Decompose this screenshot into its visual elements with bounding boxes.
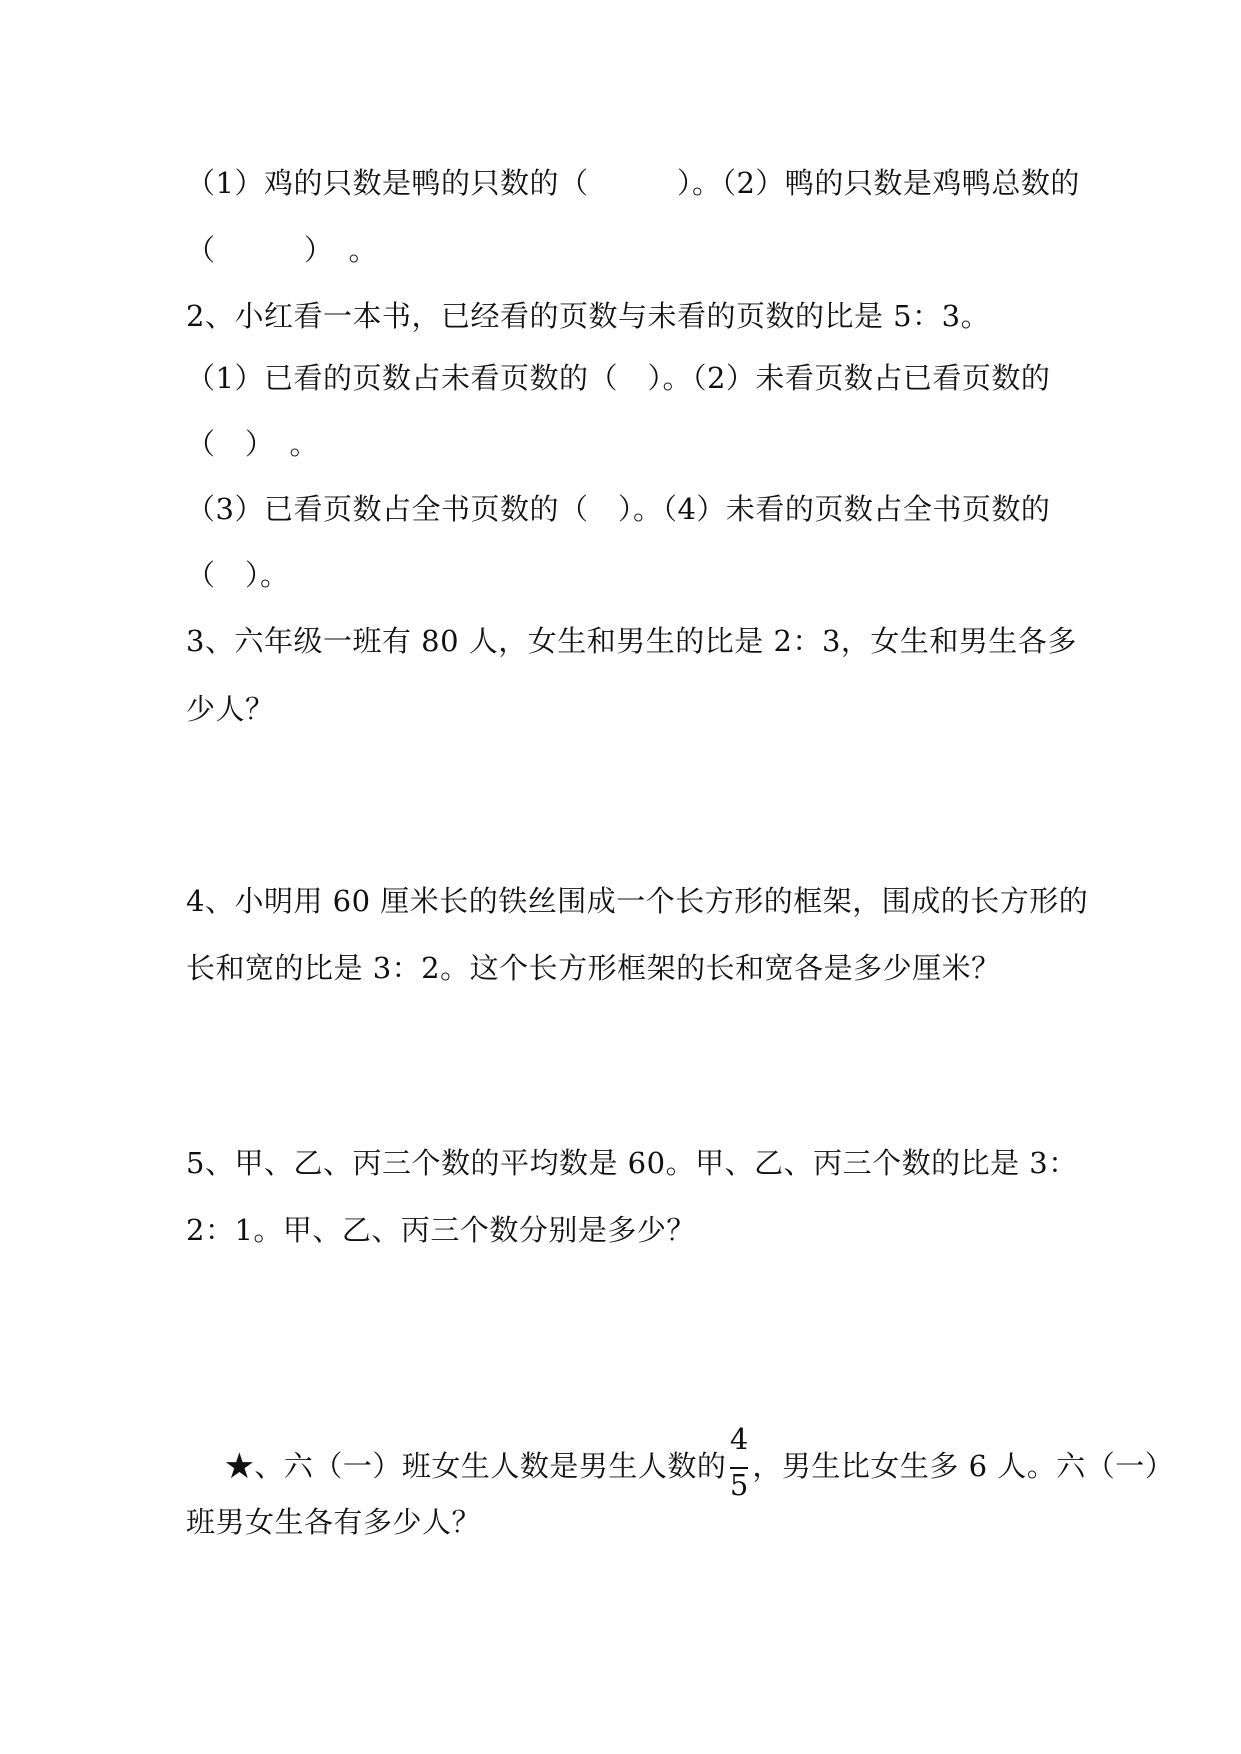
q4-line-1: 4、小明用 60 厘米长的铁丝围成一个长方形的框架，围成的长方形的 bbox=[186, 884, 1089, 918]
star-question-text-before: ★、六（一）班女生人数是男生人数的 bbox=[224, 1449, 727, 1483]
q2-part3-line-2: （ ）。 bbox=[186, 558, 290, 592]
fraction-numerator: 4 bbox=[729, 1422, 749, 1456]
q1-line-1: （1）鸡的只数是鸭的只数的（ ）。（2）鸭的只数是鸡鸭总数的 bbox=[186, 166, 1080, 200]
q3-line-2: 少人？ bbox=[186, 692, 275, 726]
q2-stem: 2、小红看一本书，已经看的页数与未看的页数的比是 5：3。 bbox=[186, 299, 991, 333]
q2-part3-line-1: （3）已看页数占全书页数的（ ）。（4）未看的页数占全书页数的 bbox=[186, 492, 1051, 526]
q5-line-2: 2：1。甲、乙、丙三个数分别是多少？ bbox=[186, 1213, 696, 1247]
q5-line-1: 5、甲、乙、丙三个数的平均数是 60。甲、乙、丙三个数的比是 3： bbox=[186, 1146, 1078, 1180]
q2-part1-line-1: （1）已看的页数占未看页数的（ ）。（2）未看页数占已看页数的 bbox=[186, 361, 1051, 395]
q4-line-2: 长和宽的比是 3：2。这个长方形框架的长和宽各是多少厘米？ bbox=[186, 951, 1001, 985]
q3-line-1: 3、六年级一班有 80 人，女生和男生的比是 2：3，女生和男生各多 bbox=[186, 624, 1077, 658]
q1-line-2: （ ） 。 bbox=[186, 233, 379, 267]
fraction-denominator: 5 bbox=[729, 1468, 749, 1502]
q2-part1-line-2: （ ） 。 bbox=[186, 427, 320, 461]
star-question-line-2: 班男女生各有多少人？ bbox=[186, 1505, 482, 1539]
star-question-text-after: ，男生比女生多 6 人。六（一） bbox=[752, 1449, 1175, 1483]
fraction-four-fifths bbox=[728, 1422, 750, 1502]
